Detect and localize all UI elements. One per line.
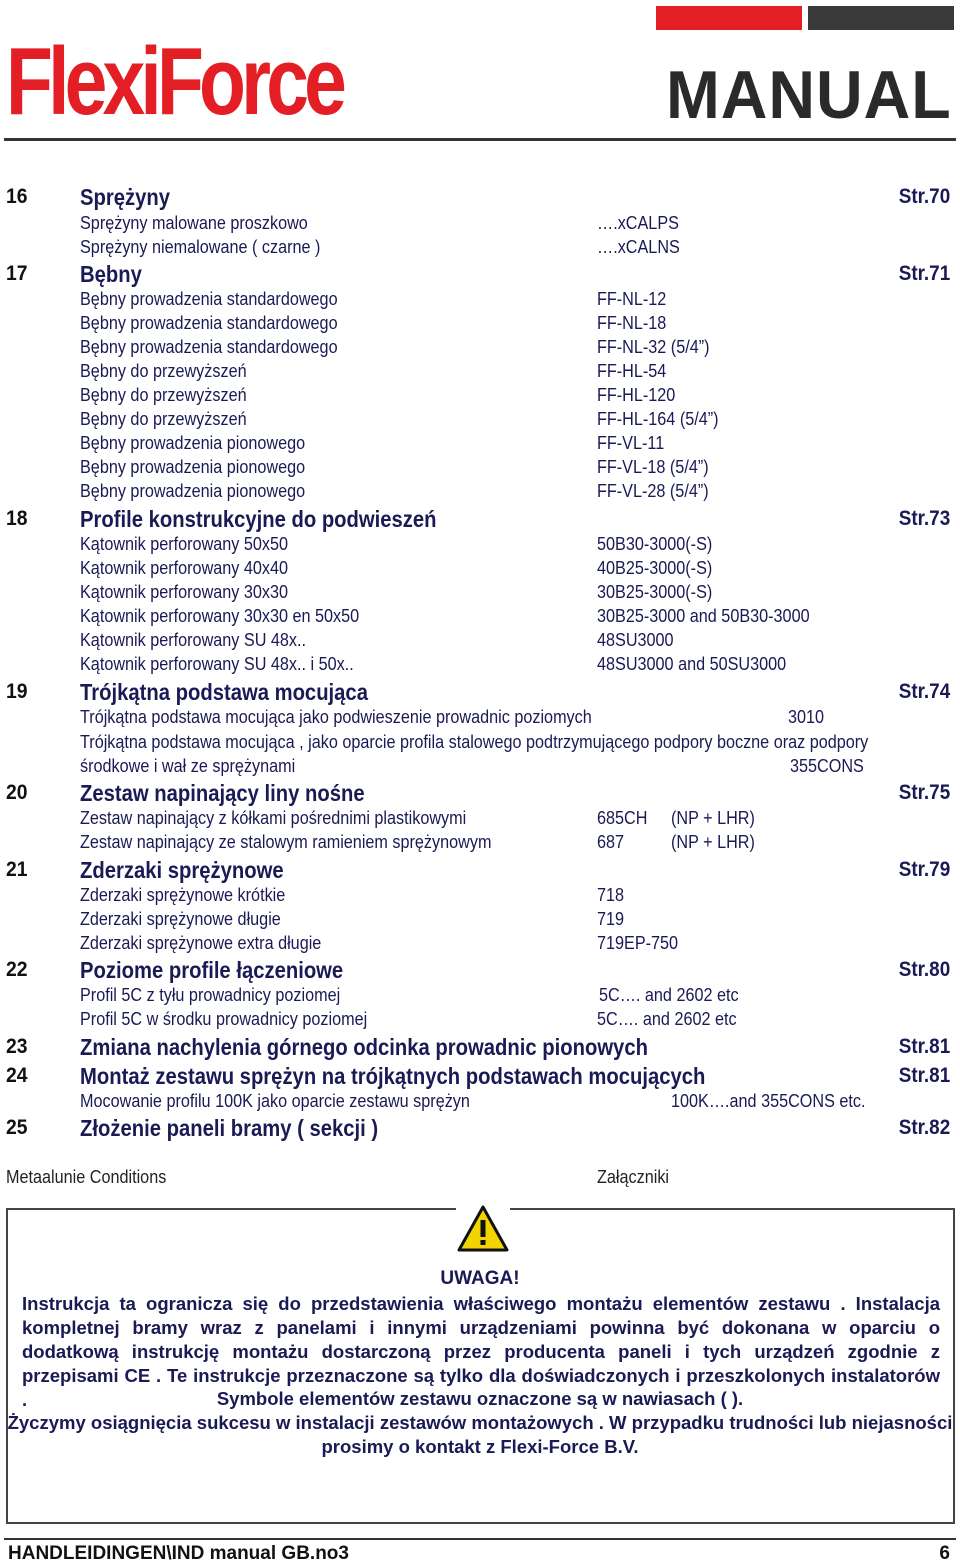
flexiforce-logo — [6, 26, 345, 135]
warning-wish-line: Życzymy osiągnięcia sukcesu w instalacji zestawów montażowych . W przypadku trudności lub niejasności — [7, 1412, 953, 1433]
toc-item-label: Kątownik perforowany 30x30 en 50x50 — [80, 606, 360, 626]
toc-item-code: 718 — [597, 885, 625, 905]
toc-item-label: Bębny do przewyższeń — [80, 409, 247, 429]
toc-item-code: 355CONS — [790, 756, 864, 776]
section-title: Trójkątna podstawa mocująca — [80, 679, 368, 705]
toc-item-label: Profil 5C w środku prowadnicy poziomej — [80, 1009, 368, 1029]
section-number: 22 — [6, 958, 28, 981]
section-number: 17 — [6, 262, 28, 285]
section-page-ref: Str.70 — [898, 185, 950, 208]
toc-item-label: Bębny prowadzenia pionowego — [80, 481, 306, 501]
toc-item-label: Kątownik perforowany SU 48x.. — [80, 630, 307, 650]
toc-item-code: 719 — [597, 909, 625, 929]
section-number: 23 — [6, 1035, 28, 1058]
section-number: 20 — [6, 781, 28, 804]
section-number: 21 — [6, 858, 28, 881]
toc-item-label: Sprężyny malowane proszkowo — [80, 213, 308, 233]
toc-item-label: Kątownik perforowany 40x40 — [80, 558, 289, 578]
header-divider — [4, 138, 956, 141]
toc-item-label: Zestaw napinający ze stalowym ramieniem sprężynowym — [80, 832, 492, 852]
section-title: Zmiana nachylenia górnego odcinka prowadnic pionowych — [80, 1034, 648, 1060]
footer-divider — [4, 1538, 956, 1540]
toc-item-label: Bębny do przewyższeń — [80, 385, 247, 405]
toc-item-label: Profil 5C z tyłu prowadnicy poziomej — [80, 985, 341, 1005]
toc-item-code: 40B25-3000(-S) — [597, 558, 713, 578]
toc-item-label: Zestaw napinający z kółkami pośrednimi plastikowymi — [80, 808, 467, 828]
toc-item-code: FF-HL-120 — [597, 385, 676, 405]
header-dark-bar — [808, 6, 954, 30]
toc-item-extra: (NP + LHR) — [671, 808, 755, 828]
section-number: 25 — [6, 1116, 28, 1139]
toc-item-code: 48SU3000 and 50SU3000 — [597, 654, 787, 674]
toc-item-label: Bębny prowadzenia standardowego — [80, 337, 338, 357]
toc-item-code: ….xCALNS — [597, 237, 680, 257]
toc-item-code: FF-HL-54 — [597, 361, 667, 381]
section-title: Bębny — [80, 261, 142, 287]
attachments-label: Załączniki — [597, 1167, 670, 1187]
toc-item-label: Bębny prowadzenia standardowego — [80, 289, 338, 309]
toc-item-code: FF-VL-28 (5/4”) — [597, 481, 709, 501]
section-page-ref: Str.80 — [898, 958, 950, 981]
toc-item-extra: (NP + LHR) — [671, 832, 755, 852]
toc-item-label: Kątownik perforowany 50x50 — [80, 534, 289, 554]
toc-item-code: 719EP-750 — [597, 933, 679, 953]
toc-item-label: Mocowanie profilu 100K jako oparcie zestawu sprężyn — [80, 1091, 470, 1111]
page-number: 6 — [939, 1543, 950, 1564]
section-page-ref: Str.81 — [898, 1064, 950, 1087]
toc-item-code: 687 — [597, 832, 625, 852]
metaalunie-conditions-label: Metaalunie Conditions — [6, 1167, 167, 1187]
toc-item-label: Trójkątna podstawa mocująca , jako oparcie profila stalowego podtrzymującego podpory boczne oraz podpory — [80, 732, 869, 752]
section-page-ref: Str.79 — [898, 858, 950, 881]
toc-item-label: Zderzaki sprężynowe długie — [80, 909, 281, 929]
section-page-ref: Str.71 — [898, 262, 950, 285]
section-title: Sprężyny — [80, 184, 170, 210]
toc-item-code: 30B25-3000 and 50B30-3000 — [597, 606, 810, 626]
section-number: 16 — [6, 185, 28, 208]
toc-item-code: 5C…. and 2602 etc — [597, 1009, 737, 1029]
section-title: Profile konstrukcyjne do podwieszeń — [80, 506, 437, 532]
section-title: Montaż zestawu sprężyn na trójkątnych podstawach mocujących — [80, 1063, 706, 1089]
toc-item-label: Bębny prowadzenia pionowego — [80, 433, 306, 453]
section-number: 18 — [6, 507, 28, 530]
manual-title: MANUAL — [666, 57, 952, 133]
toc-item-code: 5C…. and 2602 etc — [599, 985, 739, 1005]
section-page-ref: Str.81 — [898, 1035, 950, 1058]
section-title: Zderzaki sprężynowe — [80, 857, 284, 883]
section-page-ref: Str.74 — [898, 680, 950, 703]
warning-paragraph: Instrukcja ta ogranicza się do przedstawienia właściwego montażu elementów zestawu . Instalacja kompletnej bramy wraz z panelami i innymi urządzeniami powinna być dokonana w oparciu o dodatkową instrukcję montażu dostarczoną przez producenta paneli i tych urządzeń zgodnie z przepisami CE . Te instrukcje przeznaczone są tylko dla doświadczonych i przeszkolonych instalatorów . — [22, 1293, 940, 1410]
warning-contact-line: prosimy o kontakt z Flexi-Force B.V. — [321, 1436, 639, 1457]
toc-item-code: 30B25-3000(-S) — [597, 582, 713, 602]
toc-item-label: Bębny prowadzenia standardowego — [80, 313, 338, 333]
section-page-ref: Str.82 — [898, 1116, 950, 1139]
section-page-ref: Str.75 — [898, 781, 950, 804]
section-title: Zestaw napinający liny nośne — [80, 780, 365, 806]
warning-title: UWAGA! — [440, 1268, 520, 1289]
toc-item-label: Bębny prowadzenia pionowego — [80, 457, 306, 477]
toc-item-code: FF-NL-32 (5/4”) — [597, 337, 710, 357]
warning-triangle-icon — [456, 1204, 510, 1254]
toc-item-code: ….xCALPS — [597, 213, 679, 233]
toc-item-code: FF-HL-164 (5/4”) — [597, 409, 719, 429]
toc-item-code: FF-NL-18 — [597, 313, 667, 333]
toc-item-code: FF-VL-11 — [597, 433, 665, 453]
section-number: 24 — [6, 1064, 28, 1087]
toc-item-code: 48SU3000 — [597, 630, 674, 650]
section-title: Złożenie paneli bramy ( sekcji ) — [80, 1115, 379, 1141]
toc-item-label: Bębny do przewyższeń — [80, 361, 247, 381]
toc-item-label: Zderzaki sprężynowe extra długie — [80, 933, 322, 953]
toc-item-code: 3010 — [788, 707, 825, 727]
toc-item-code: 685CH — [597, 808, 648, 828]
toc-item-label: Sprężyny niemalowane ( czarne ) — [80, 237, 321, 257]
header-red-bar — [656, 6, 802, 30]
warning-symbols-note: Symbole elementów zestawu oznaczone są w nawiasach ( ). — [216, 1388, 744, 1409]
section-page-ref: Str.73 — [898, 507, 950, 530]
toc-item-code: FF-NL-12 — [597, 289, 667, 309]
section-number: 19 — [6, 680, 28, 703]
svg-text:FlexiForce: FlexiForce — [6, 28, 345, 135]
toc-item-code: 50B30-3000(-S) — [597, 534, 713, 554]
section-title: Poziome profile łączeniowe — [80, 957, 344, 983]
document-reference: HANDLEIDINGEN\IND manual GB.no3 — [8, 1543, 349, 1564]
toc-item-label: Zderzaki sprężynowe krótkie — [80, 885, 286, 905]
toc-item-code: FF-VL-18 (5/4”) — [597, 457, 709, 477]
toc-item-label: Kątownik perforowany 30x30 — [80, 582, 289, 602]
toc-item-label: środkowe i wał ze sprężynami — [80, 756, 296, 776]
toc-item-code: 100K….and 355CONS etc. — [671, 1091, 866, 1111]
toc-item-label: Kątownik perforowany SU 48x.. i 50x.. — [80, 654, 354, 674]
toc-item-label: Trójkątna podstawa mocująca jako podwieszenie prowadnic poziomych — [80, 707, 592, 727]
